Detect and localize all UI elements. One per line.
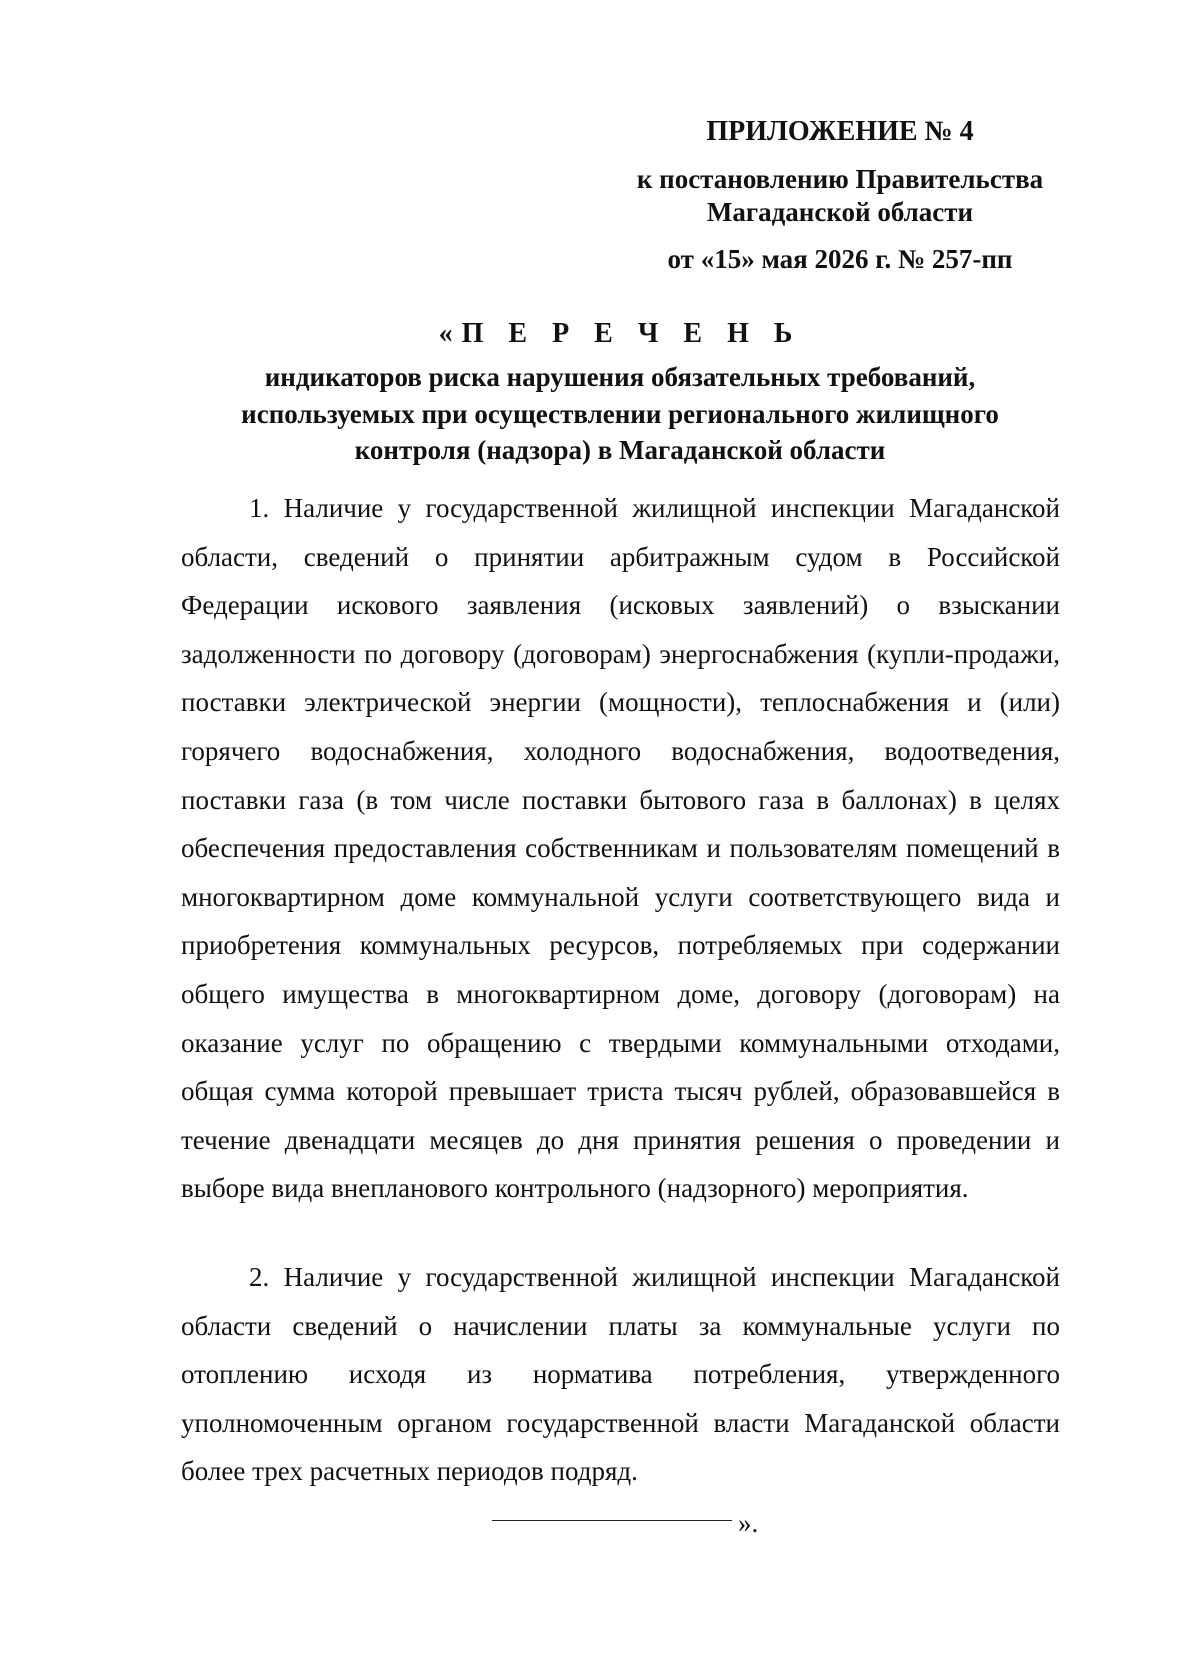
document-subtitle-line: контроля (надзора) в Магаданской области <box>354 435 886 465</box>
appendix-date-number-line: от «15» мая 2026 г. № 257-пп <box>667 244 1013 274</box>
closing-quote-mark: ». <box>738 1508 759 1538</box>
appendix-region-line: Магаданской области <box>706 197 974 227</box>
paragraph-item-1: 1. Наличие у государственной жилищной инспекции Магаданской области, сведений о принятии арбитражным судом в Российской Федерации искового заявления (исковых заявлений) о взыскании задолженности по договору (договорам) энергоснабжения (купли-продажи, поставки электрической энергии (мощности), теплоснабжения и (или) горячего водоснабжения, холодного водоснабжения, водоотведения, поставки газа (в том числе поставки бытового газа в баллонах) в целях обеспечения предоставления собственникам и пользователям помещений в многоквартирном доме коммунальной услуги соответствующего вида и приобретения коммунальных ресурсов, потребляемых при содержании общего имущества в многоквартирном доме, договору (договорам) на оказание услуг по обращению с твердыми коммунальными отходами, общая сумма которой превышает триста тысяч рублей, образовавшейся в течение двенадцати месяцев до дня принятия решения о проведении и выборе вида внепланового контрольного (надзорного) мероприятия. <box>181 493 1060 1204</box>
document-title: «П Е Р Е Ч Е Н Ь <box>438 318 802 349</box>
document-subtitle-line: индикаторов риска нарушения обязательных требований, <box>264 362 976 392</box>
document-subtitle-line: используемых при осуществлении регионального жилищного <box>241 399 999 429</box>
closing-separator-line <box>492 1520 732 1521</box>
appendix-resolution-line: к постановлению Правительства <box>636 164 1044 194</box>
paragraph-item-2: 2. Наличие у государственной жилищной инспекции Магаданской области сведений о начислении платы за коммунальные услуги по отоплению исходя из норматива потребления, утвержденного уполномоченным органом государственной власти Магаданской области более трех расчетных периодов подряд. <box>181 1262 1060 1487</box>
appendix-title: ПРИЛОЖЕНИЕ № 4 <box>706 116 974 147</box>
